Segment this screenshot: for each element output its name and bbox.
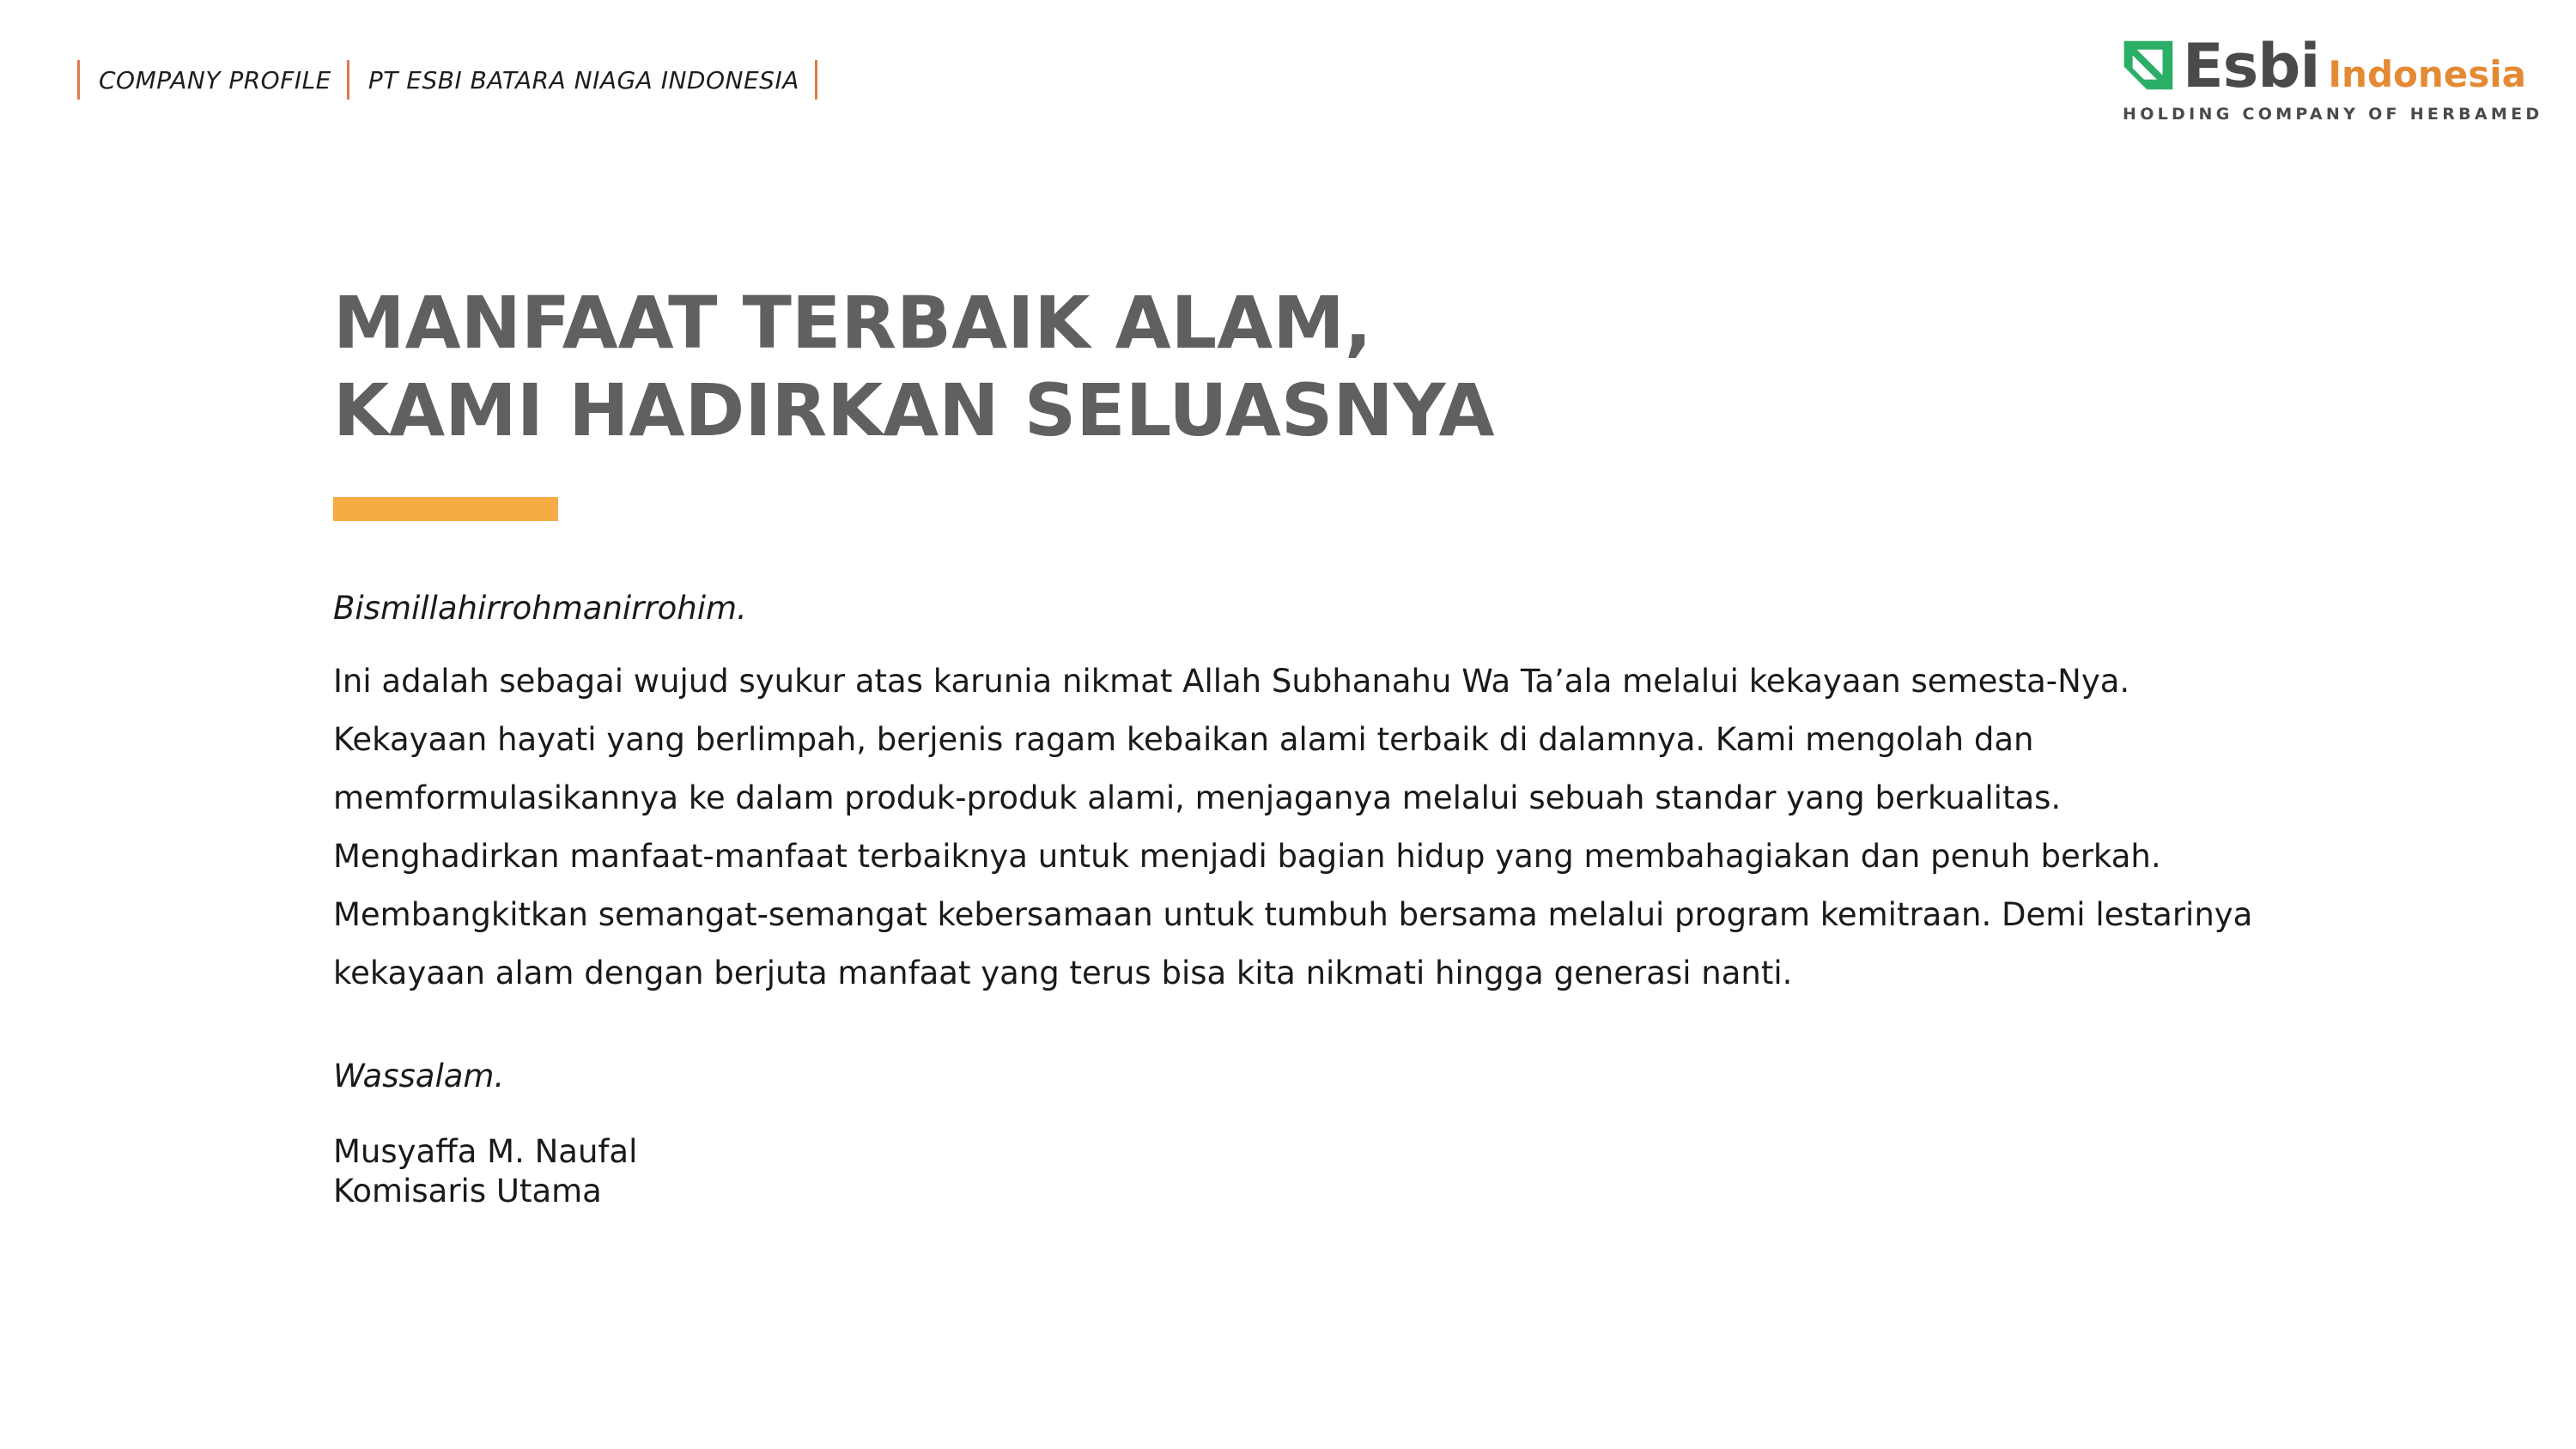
breadcrumb-divider bbox=[815, 60, 817, 100]
page-title bbox=[333, 279, 2351, 454]
body-line: Menghadirkan manfaat-manfaat terbaiknya untuk menjadi bagian hidup yang membahagiakan dan penuh berkah. bbox=[333, 838, 2161, 875]
closing-text: Wassalam. bbox=[333, 1058, 505, 1094]
logo-brand-text: Esbi bbox=[2182, 31, 2320, 101]
esbi-leaf-icon bbox=[2123, 34, 2174, 96]
esbi-logo bbox=[2123, 31, 2543, 124]
body-line: Kekayaan hayati yang berlimpah, berjenis ragam kebaikan alami terbaik di dalamnya. Kami mengolah dan bbox=[333, 721, 2034, 758]
logo-tagline: HOLDING COMPANY OF HERBAMED bbox=[2123, 105, 2543, 124]
page-title-line: MANFAAT TERBAIK ALAM, bbox=[333, 281, 1372, 365]
greeting-text: Bismillahirrohmanirrohim. bbox=[333, 590, 747, 627]
main-content bbox=[333, 279, 2351, 1211]
signature-block bbox=[333, 1132, 2351, 1211]
breadcrumb-company-profile: COMPANY PROFILE bbox=[99, 65, 331, 94]
signatory-title: Komisaris Utama bbox=[333, 1173, 602, 1210]
body-line: memformulasikannya ke dalam produk-produk alami, menjaganya melalui sebuah standar yang berkualitas. bbox=[333, 779, 2062, 816]
header-breadcrumb bbox=[77, 60, 817, 100]
signatory-name: Musyaffa M. Naufal bbox=[333, 1133, 638, 1170]
body-line: kekayaan alam dengan berjuta manfaat yang terus bisa kita nikmati hingga generasi nanti. bbox=[333, 955, 1793, 991]
body-line: Ini adalah sebagai wujud syukur atas karunia nikmat Allah Subhanahu Wa Ta’ala melalui kekayaan semesta-Nya. bbox=[333, 663, 2130, 700]
body-line: Membangkitkan semangat-semangat kebersamaan untuk tumbuh bersama melalui program kemitraan. Demi lestarinya bbox=[333, 896, 2253, 933]
page-title-line: KAMI HADIRKAN SELUASNYA bbox=[333, 368, 1495, 452]
body-paragraph bbox=[333, 652, 2351, 1003]
breadcrumb-company-name: PT ESBI BATARA NIAGA INDONESIA bbox=[368, 65, 799, 94]
accent-bar bbox=[333, 497, 558, 521]
logo-country-text: Indonesia bbox=[2328, 53, 2526, 95]
